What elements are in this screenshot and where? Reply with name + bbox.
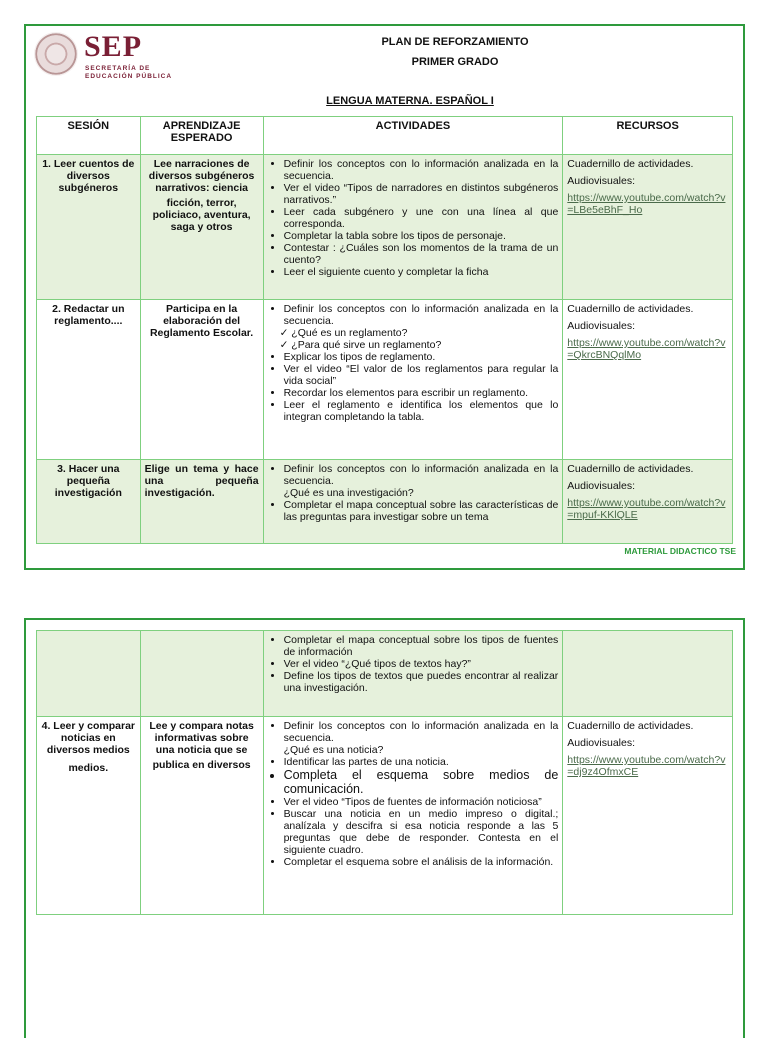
subject-title: LENGUA MATERNA. ESPAÑOL I (326, 95, 494, 107)
activity-item: • Explicar los tipos de reglamento. (284, 351, 559, 363)
table-row (37, 300, 733, 460)
doc-title-2: PRIMER GRADO (411, 56, 499, 68)
learning-text: ficción, terror, policiaco, aventura, saga y otros (152, 197, 251, 233)
learning-cell (140, 717, 263, 915)
learning-text: Lee y compara notas informativas sobre una noticia que se (149, 720, 254, 756)
activities-cell (263, 460, 563, 544)
col-header-session: SESIÓN (37, 117, 141, 155)
resource-book: Cuadernillo de actividades. (567, 463, 694, 475)
activity-item: • Ver el video “¿Qué tipos de textos hay?” (284, 658, 559, 670)
resource-book: Cuadernillo de actividades. (567, 158, 694, 170)
learning-cell (140, 155, 263, 300)
logo-text: SEP (84, 30, 143, 63)
activity-item: • Recordar los elementos para escribir un reglamento. (284, 387, 559, 399)
video-link[interactable]: https://www.youtube.com/watch?v=QkrcBNQqlMo (567, 337, 726, 361)
activity-question: ¿Qué es una investigación? (283, 487, 414, 499)
activity-item: • Ver el video “Tipos de fuentes de información noticiosa” (284, 796, 559, 808)
video-link[interactable]: https://www.youtube.com/watch?v=dj9z4OfmxCE (567, 754, 726, 778)
activity-item: • Buscar una noticia en un medio impreso o digital.; analízala y descifra si esa noticia responde a las 5 preguntas que debe de responder. Contesta en el siguiente cuadro. (284, 808, 559, 856)
activities-cell (263, 300, 563, 460)
learning-text: Participa en la elaboración del Reglamento Escolar. (149, 303, 254, 339)
doc-title-1: PLAN DE REFORZAMIENTO (381, 36, 529, 48)
table-row (37, 631, 733, 717)
activity-item: • Identificar las partes de una noticia. (284, 756, 559, 768)
activity-item: • Definir los conceptos con lo información analizada en la secuencia. (284, 158, 559, 182)
national-seal-icon (34, 32, 78, 76)
resource-av: Audiovisuales: (567, 737, 636, 749)
learning-cell-empty (140, 631, 263, 717)
session-cell: 1. Leer cuentos de diversos subgéneros (37, 155, 141, 300)
resources-cell (563, 717, 733, 915)
sep-logo (34, 32, 184, 82)
activity-item: • Completa el esquema sobre medios de comunicación. (284, 768, 559, 796)
activity-item: • Completar la tabla sobre los tipos de personaje. (284, 230, 559, 242)
col-header-resources: RECURSOS (563, 117, 733, 155)
resources-cell (563, 300, 733, 460)
activity-item: • Completar el mapa conceptual sobre los tipos de fuentes de información (284, 634, 559, 658)
activities-cell (263, 155, 563, 300)
activity-item: • Contestar : ¿Cuáles son los momentos de la trama de un cuento? (284, 242, 559, 266)
learning-cell (140, 300, 263, 460)
activity-question: ¿Qué es una noticia? (283, 744, 384, 756)
resource-av: Audiovisuales: (567, 480, 636, 492)
activities-cell (263, 717, 563, 915)
col-header-activities: ACTIVIDADES (263, 117, 563, 155)
logo-sub-2: EDUCACIÓN PÚBLICA (85, 73, 173, 80)
resources-cell (563, 155, 733, 300)
plan-table (36, 116, 733, 544)
session-cell (37, 717, 141, 915)
resources-cell-empty (563, 631, 733, 717)
resource-book: Cuadernillo de actividades. (567, 720, 694, 732)
learning-text: Elige un tema y hace una pequeña investigación. (144, 463, 259, 499)
resource-book: Cuadernillo de actividades. (567, 303, 694, 315)
session-text: 4. Leer y comparar noticias en diversos medios (41, 720, 135, 756)
table-row (37, 155, 733, 300)
activity-item: • Leer el reglamento e identifica los elementos que lo integran completando la tabla. (284, 399, 559, 423)
activity-item: • Leer el siguiente cuento y completar la ficha (284, 266, 559, 278)
check-item: ✓ ¿Para qué sirve un reglamento? (280, 339, 559, 351)
video-link[interactable]: https://www.youtube.com/watch?v=mpuf-KKlQLE (567, 497, 726, 521)
session-cell: 2. Redactar un reglamento.... (37, 300, 141, 460)
activities-cell (263, 631, 563, 717)
col-header-learning: APRENDIZAJE ESPERADO (140, 117, 263, 155)
activity-item: • Leer cada subgénero y une con una línea al que corresponda. (284, 206, 559, 230)
activity-item: • Completar el esquema sobre el análisis de la información. (284, 856, 559, 868)
resource-av: Audiovisuales: (567, 320, 636, 332)
activity-item: • Definir los conceptos con lo información analizada en la secuencia. (284, 463, 559, 487)
activity-item: • Definir los conceptos con lo información analizada en la secuencia. (284, 720, 559, 744)
activity-item: • Completar el mapa conceptual sobre las características de las preguntas para investigar sobre un tema (284, 499, 559, 523)
activity-item: • Define los tipos de textos que puedes encontrar al realizar una investigación. (284, 670, 559, 694)
table-row (37, 460, 733, 544)
learning-text: publica en diversos (152, 759, 251, 771)
session-cell: 3. Hacer una pequeña investigación (37, 460, 141, 544)
activity-item: • Ver el video “Tipos de narradores en distintos subgéneros narrativos.” (284, 182, 559, 206)
table-row (37, 717, 733, 915)
session-text: medios. (68, 762, 109, 774)
check-item: ✓ ¿Qué es un reglamento? (280, 327, 559, 339)
plan-table-continued (36, 630, 733, 915)
footer-note: MATERIAL DIDACTICO TSE (624, 546, 736, 556)
video-link[interactable]: https://www.youtube.com/watch?v=LBe5eBhF_Ho (567, 192, 726, 216)
activity-item: • Ver el video “El valor de los reglamentos para regular la vida social” (284, 363, 559, 387)
activity-item: • Definir los conceptos con lo información analizada en la secuencia. (284, 303, 559, 327)
learning-cell (140, 460, 263, 544)
logo-sub-1: SECRETARÍA DE (85, 65, 151, 72)
learning-text: Lee narraciones de diversos subgéneros narrativos: ciencia (148, 158, 255, 194)
resources-cell (563, 460, 733, 544)
table-header-row (37, 117, 733, 155)
resource-av: Audiovisuales: (567, 175, 636, 187)
session-cell-empty (37, 631, 141, 717)
